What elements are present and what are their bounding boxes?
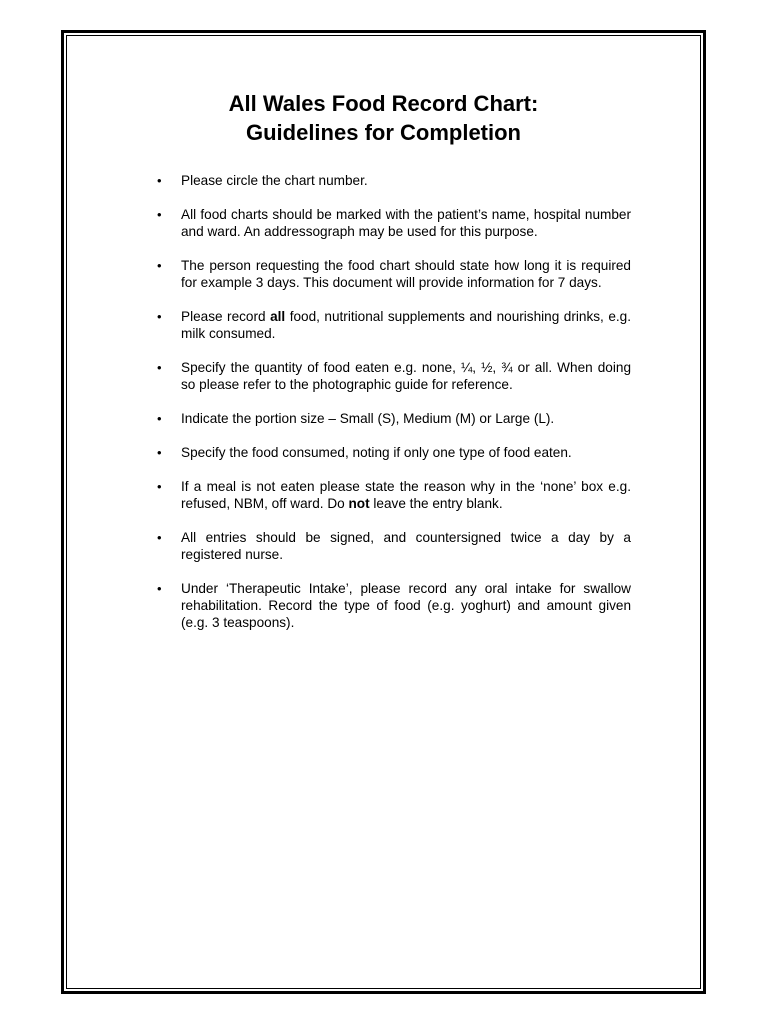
guideline-item (157, 359, 631, 393)
emphasis-text: all (270, 309, 286, 324)
guideline-text (181, 207, 631, 239)
bullet-marker: • (157, 309, 162, 324)
text-run: If a meal is not eaten please state the reason why in the ‘none’ box e.g. refused, NBM, off ward. Do (181, 479, 631, 511)
guideline-text (181, 479, 631, 511)
guideline-item (157, 172, 631, 189)
guideline-item (157, 580, 631, 631)
bullet-marker: • (157, 479, 162, 494)
text-run: food, nutritional supplements and nourishing drinks, e.g. milk consumed. (181, 309, 631, 341)
guideline-item (157, 410, 631, 427)
text-run: Please circle the chart number. (181, 173, 368, 188)
bullet-marker: • (157, 530, 162, 545)
guideline-text (181, 411, 554, 426)
guideline-text (181, 530, 631, 562)
bullet-marker: • (157, 445, 162, 460)
guideline-text (181, 360, 631, 392)
guideline-text (181, 309, 631, 341)
guideline-text (181, 258, 631, 290)
bullet-marker: • (157, 258, 162, 273)
guideline-list (157, 172, 631, 648)
text-run: All entries should be signed, and countersigned twice a day by a registered nurse. (181, 530, 631, 562)
guideline-item (157, 444, 631, 461)
guideline-item (157, 478, 631, 512)
guideline-text (181, 173, 368, 188)
guideline-text (181, 581, 631, 630)
title-line-2: Guidelines for Completion (245, 120, 521, 145)
bullet-marker: • (157, 581, 162, 596)
bullet-marker: • (157, 411, 162, 426)
title-line-1: All Wales Food Record Chart: (228, 91, 539, 116)
guideline-item (157, 308, 631, 342)
text-run: All food charts should be marked with the patient’s name, hospital number and ward. An addressograph may be used for this purpose. (181, 207, 631, 239)
guideline-item (157, 529, 631, 563)
text-run: Specify the food consumed, noting if only one type of food eaten. (181, 445, 572, 460)
guideline-item (157, 257, 631, 291)
bullet-marker: • (157, 207, 162, 222)
text-run: Please record (181, 309, 271, 324)
guideline-item (157, 206, 631, 240)
text-run: Under ‘Therapeutic Intake’, please record any oral intake for swallow rehabilitation. Record the type of food (e.g. yoghurt) and amount given (e.g. 3 teaspoons). (181, 581, 631, 630)
guideline-text (181, 445, 572, 460)
emphasis-text: not (348, 496, 370, 511)
bullet-marker: • (157, 360, 162, 375)
text-run: Specify the quantity of food eaten e.g. none, ¼, ½, ¾ or all. When doing so please refer to the photographic guide for reference. (181, 360, 631, 392)
document-title (66, 89, 701, 147)
bullet-marker: • (157, 173, 162, 188)
text-run: Indicate the portion size – Small (S), Medium (M) or Large (L). (181, 411, 555, 426)
text-run: The person requesting the food chart should state how long it is required for example 3 days. This document will provide information for 7 days. (181, 258, 631, 290)
text-run: leave the entry blank. (369, 496, 503, 511)
